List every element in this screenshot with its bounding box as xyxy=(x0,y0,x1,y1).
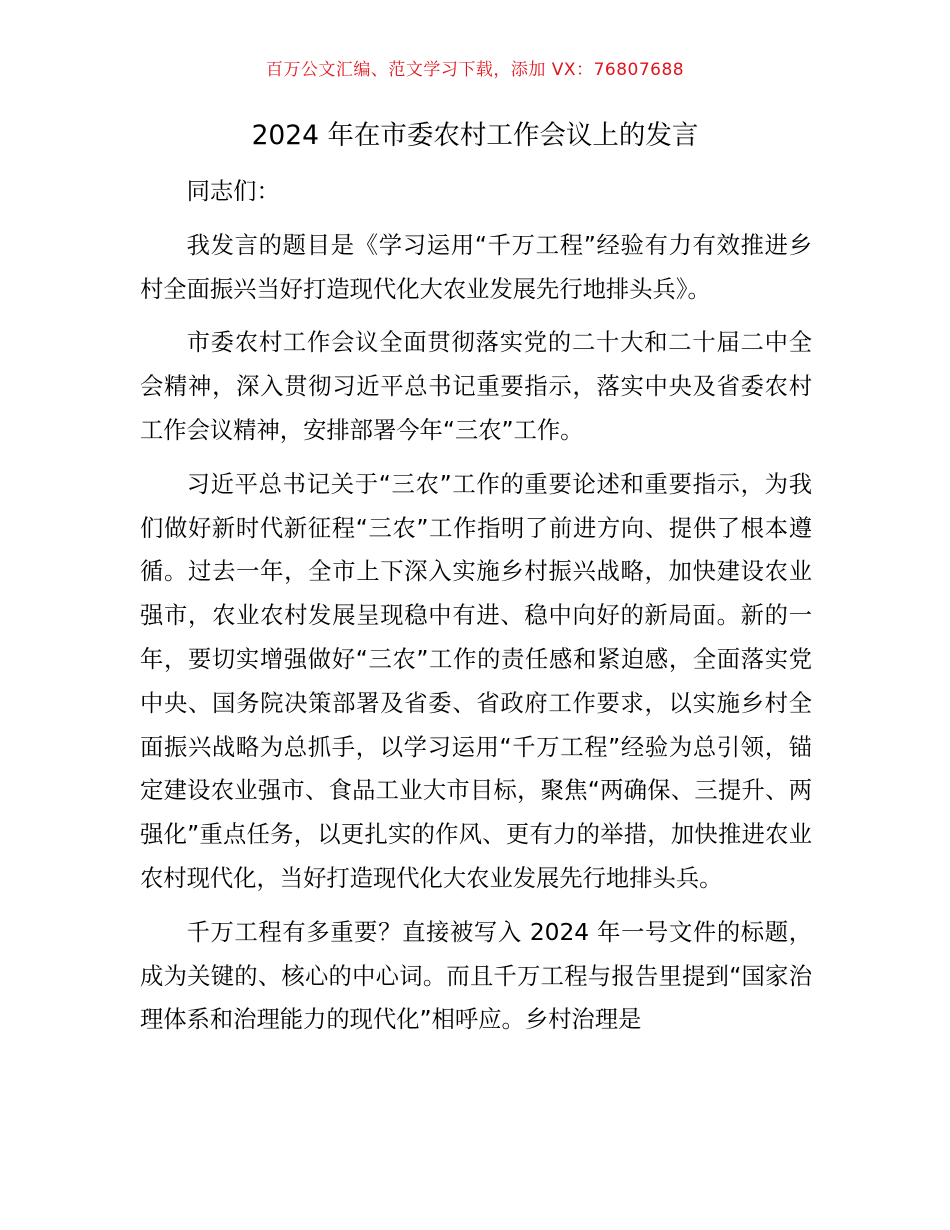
paragraph: 市委农村工作会议全面贯彻落实党的二十大和二十届二中全会精神，深入贯彻习近平总书记重要指示，落实中央及省委农村工作会议精神，安排部署今年“三农”工作。 xyxy=(140,329,812,444)
paragraph: 我发言的题目是《学习运用“千万工程”经验有力有效推进乡村全面振兴当好打造现代化大农业发展先行地排头兵》。 xyxy=(140,231,812,303)
document-body xyxy=(140,170,812,1042)
document-title: 2024 年在市委农村工作会议上的发言 xyxy=(251,120,699,151)
watermark-text: 百万公文汇编、范文学习下载，添加 VX：76807688 xyxy=(265,60,685,80)
paragraph: 千万工程有多重要？直接被写入 2024 年一号文件的标题，成为关键的、核心的中心词。而且千万工程与报告里提到“国家治理体系和治理能力的现代化”相呼应。乡村治理是 xyxy=(140,918,812,1034)
paragraph: 习近平总书记关于“三农”工作的重要论述和重要指示，为我们做好新时代新征程“三农”工作指明了前进方向、提供了根本遵循。过去一年，全市上下深入实施乡村振兴战略，加快建设农业强市，农业农村发展呈现稳中有进、稳中向好的新局面。新的一年，要切实增强做好“三农”工作的责任感和紧迫感，全面落实党中央、国务院决策部署及省委、省政府工作要求，以实施乡村全面振兴战略为总抓手，以学习运用“千万工程”经验为总引领，锚定建设农业强市、食品工业大市目标，聚焦“两确保、三提升、两强化”重点任务，以更扎实的作风、更有力的举措，加快推进农业农村现代化，当好打造现代化大农业发展先行地排头兵。 xyxy=(140,470,812,892)
greeting: 同志们： xyxy=(186,178,280,205)
